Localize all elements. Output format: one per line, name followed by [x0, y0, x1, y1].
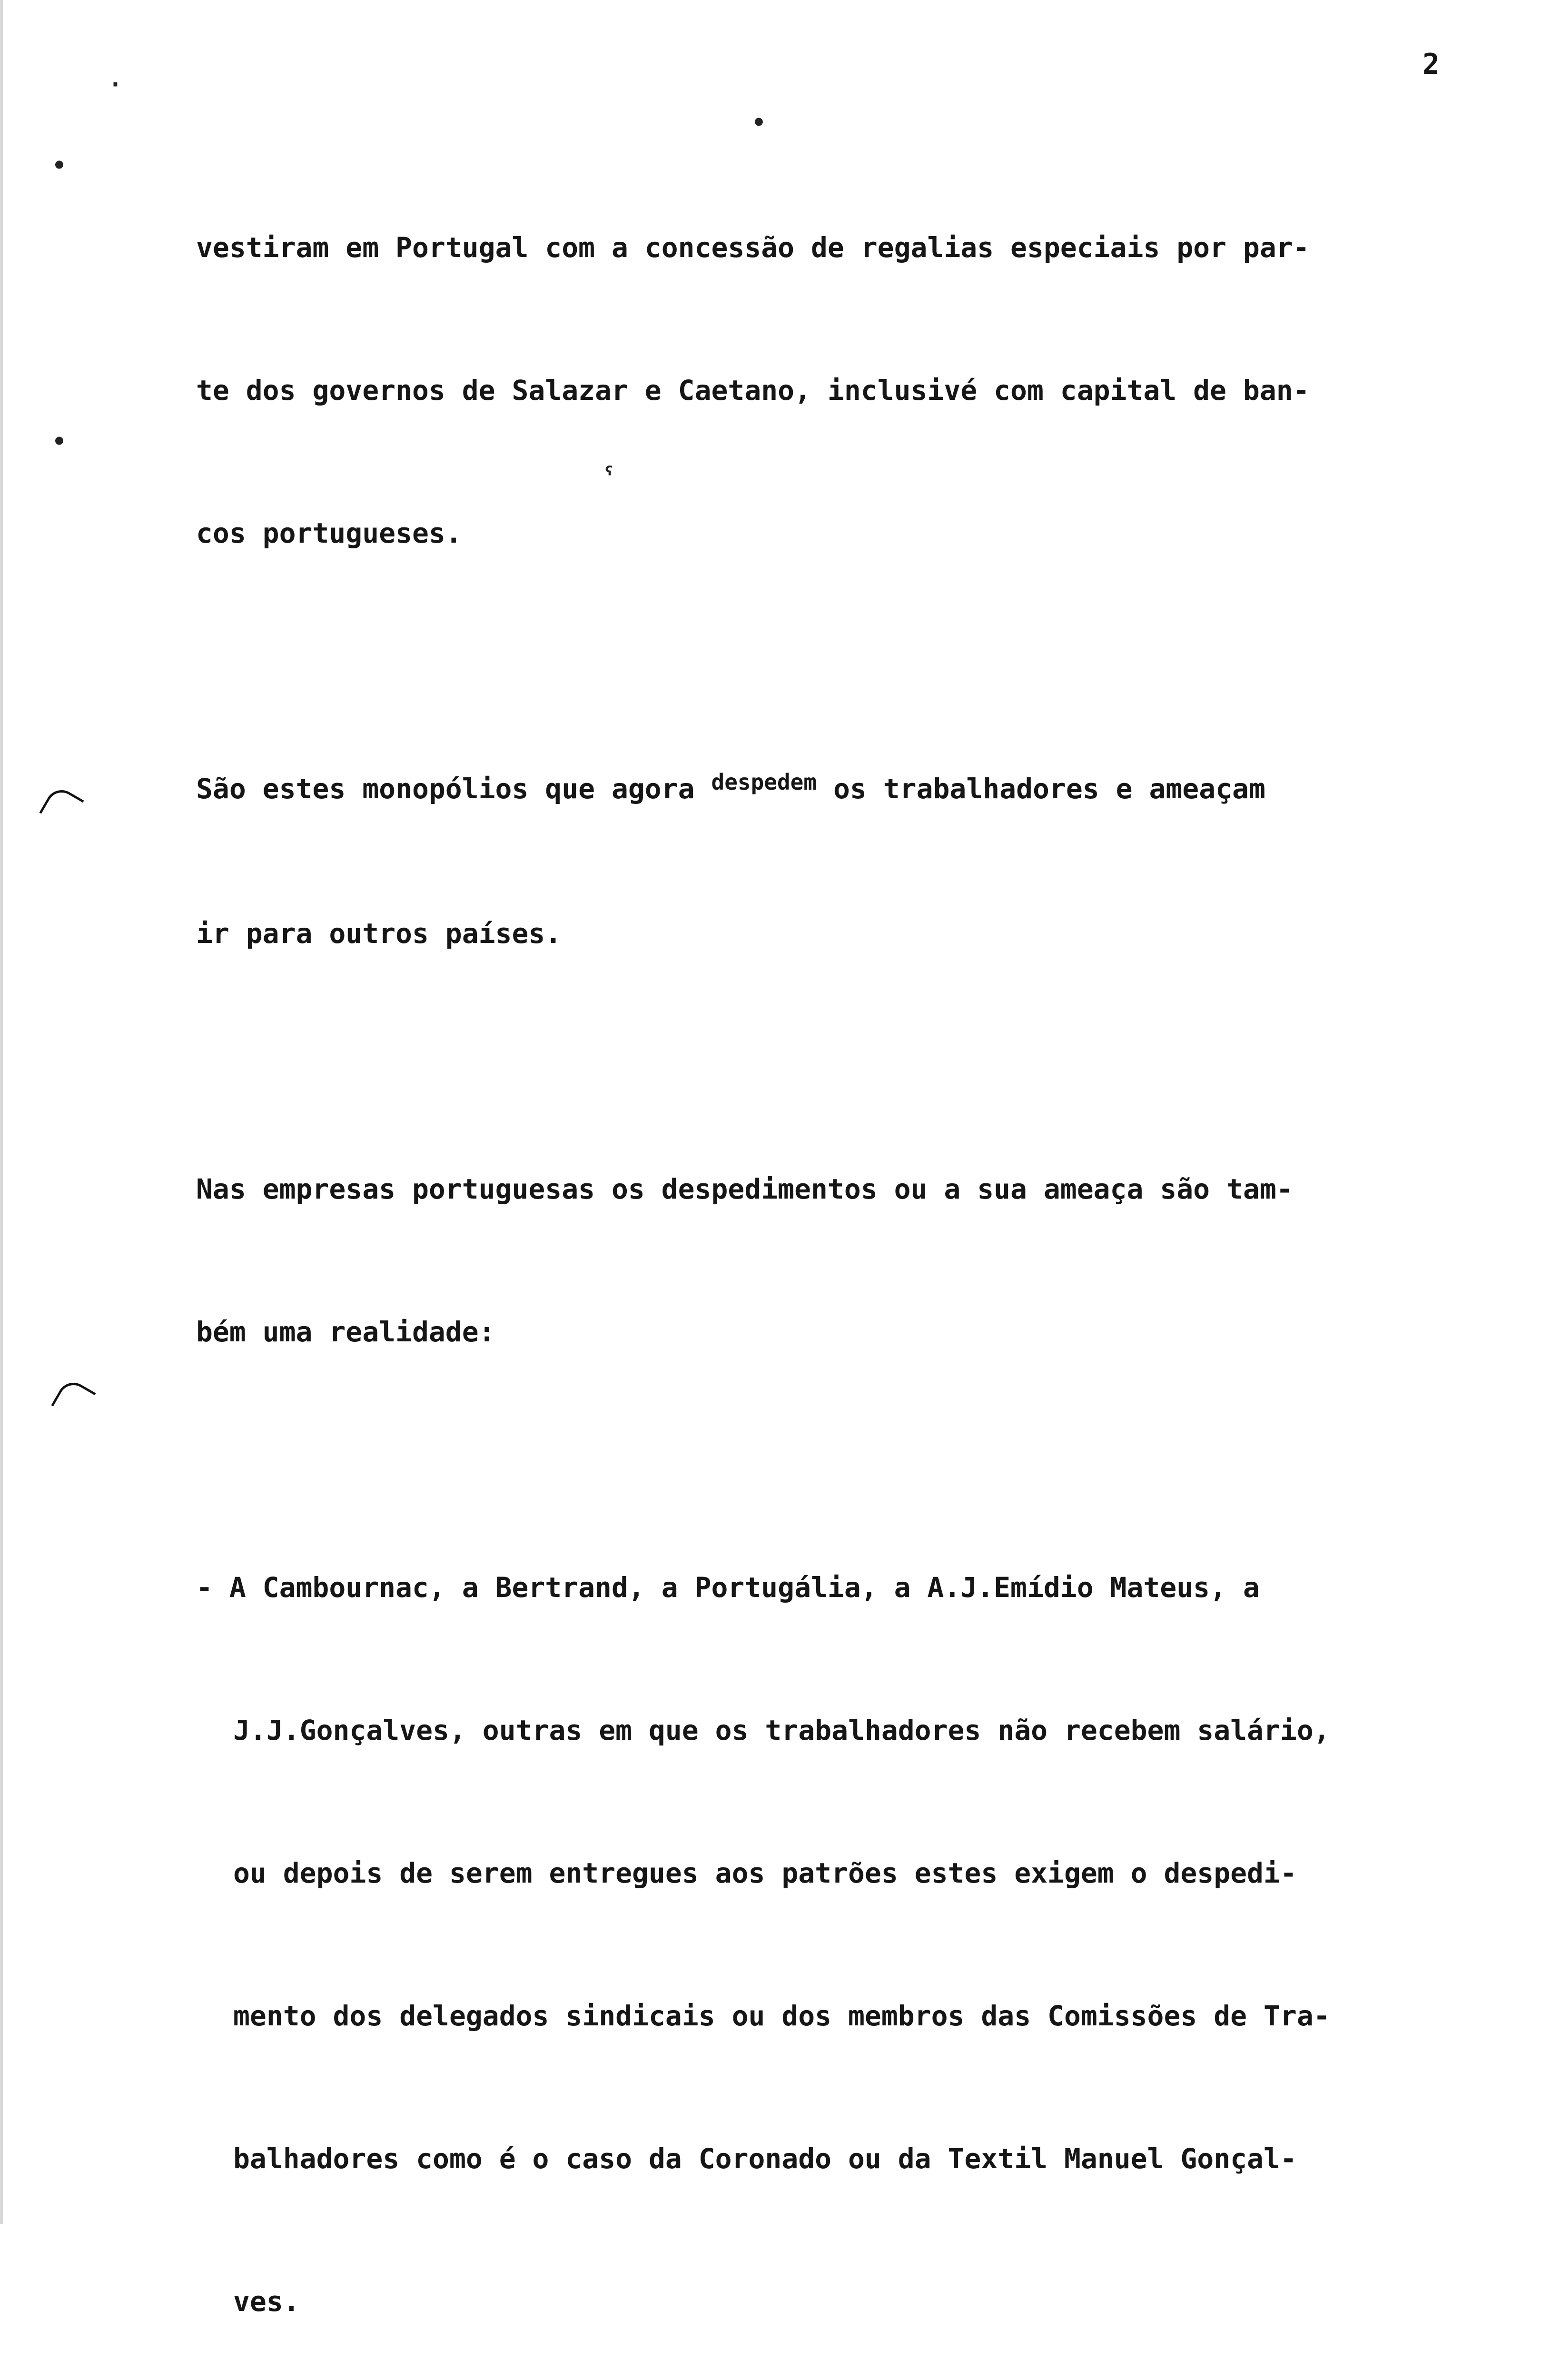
text-line: ves.	[233, 2285, 300, 2318]
text-line: ou depois de serem entregues aos patrões estes exigem o despedi-	[233, 1857, 1297, 1889]
text-line: balhadores como é o caso da Coronado ou da Textil Manuel Gonçal-	[233, 2142, 1297, 2175]
text-line: Nas empresas portuguesas os despedimentos ou a sua ameaça são tam-	[196, 1173, 1293, 1205]
scan-speck: •	[52, 428, 66, 455]
page-number: 2	[1422, 48, 1440, 81]
bullet-paragraph	[196, 1468, 1529, 2380]
text-line: ir para outros países.	[196, 917, 562, 950]
handwritten-insertion: despedem	[711, 769, 817, 795]
text-fragment: os trabalhadores e ameaçam	[817, 773, 1265, 805]
paragraph	[196, 670, 1529, 1052]
page-edge	[0, 0, 3, 2224]
scan-speck: •	[52, 152, 66, 179]
paragraph	[196, 1070, 1529, 1451]
text-line: te dos governos de Salazar e Caetano, inclusivé com capital de ban-	[196, 374, 1310, 407]
text-line: cos portugueses.	[196, 517, 462, 549]
scan-speck: ·	[109, 71, 122, 98]
paragraph	[196, 129, 1529, 652]
text-line: vestiram em Portugal com a concessão de regalias especiais por par-	[196, 231, 1310, 264]
text-fragment: São estes monopólios que agora	[196, 773, 711, 805]
scan-speck: •	[752, 109, 766, 136]
binder-hole-mark	[39, 784, 84, 829]
text-line	[196, 765, 1529, 814]
text-line: J.J.Gonçalves, outras em que os trabalhadores não recebem salário,	[233, 1714, 1330, 1746]
scan-speck: ˁ	[602, 462, 616, 488]
text-line: mento dos delegados sindicais ou dos membros das Comissões de Tra-	[233, 2000, 1330, 2032]
text-line: - A Cambournac, a Bertrand, a Portugália, a A.J.Emídio Mateus, a	[196, 1571, 1260, 1604]
document-body	[196, 129, 1529, 2380]
binder-hole-mark	[51, 1377, 96, 1421]
text-line: bém uma realidade:	[196, 1316, 495, 1348]
